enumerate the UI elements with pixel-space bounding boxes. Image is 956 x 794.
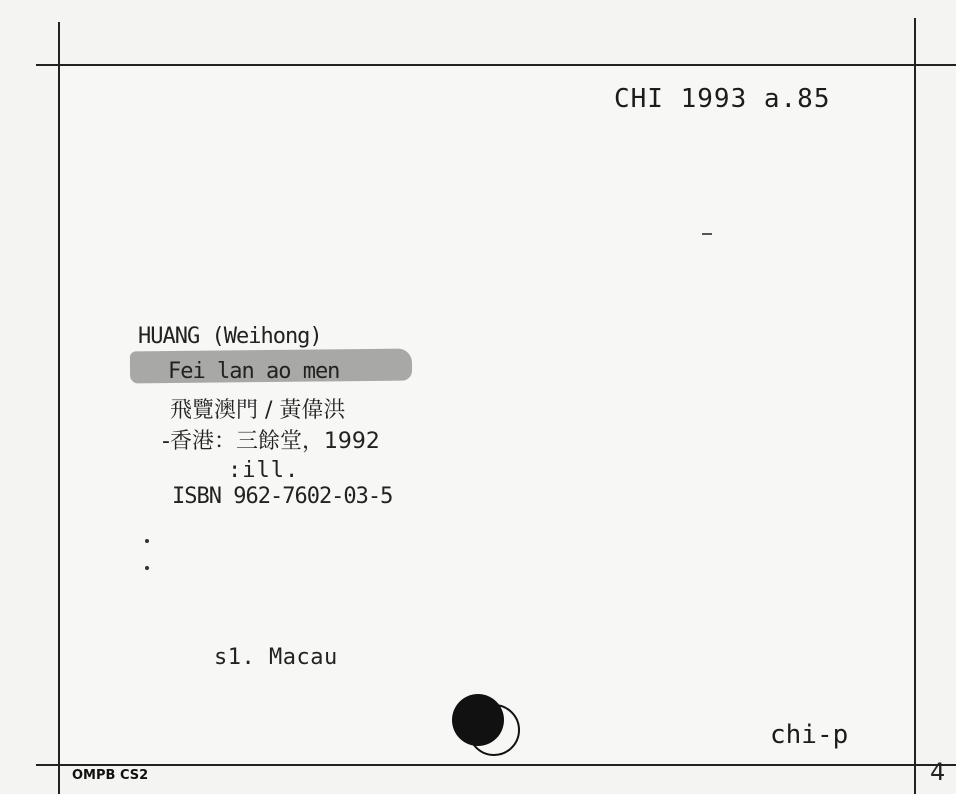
right-rule	[914, 18, 916, 794]
footer-label: OMPB CS2	[72, 768, 149, 783]
author-heading: HUANG (Weihong)	[138, 324, 322, 349]
top-rule	[36, 64, 956, 66]
collection-code: chi-p	[770, 720, 849, 750]
dot-mark	[145, 539, 149, 543]
bottom-rule	[36, 764, 956, 766]
pencil-mark	[702, 233, 712, 235]
imprint: -香港：三餘堂，1992	[162, 429, 380, 454]
dot-mark	[145, 566, 149, 570]
call-number: CHI 1993 a.85	[614, 84, 831, 114]
left-rule	[58, 22, 60, 794]
title-chinese: 飛覽澳門 / 黃偉洪	[170, 398, 346, 423]
subject-heading: s1. Macau	[214, 645, 338, 670]
isbn: ISBN 962-7602-03-5	[172, 484, 393, 509]
title-romanized: Fei lan ao men	[168, 359, 340, 384]
footer-number: 4	[930, 758, 946, 786]
illustrations-note: :ill.	[228, 458, 300, 483]
punch-hole	[452, 694, 504, 746]
